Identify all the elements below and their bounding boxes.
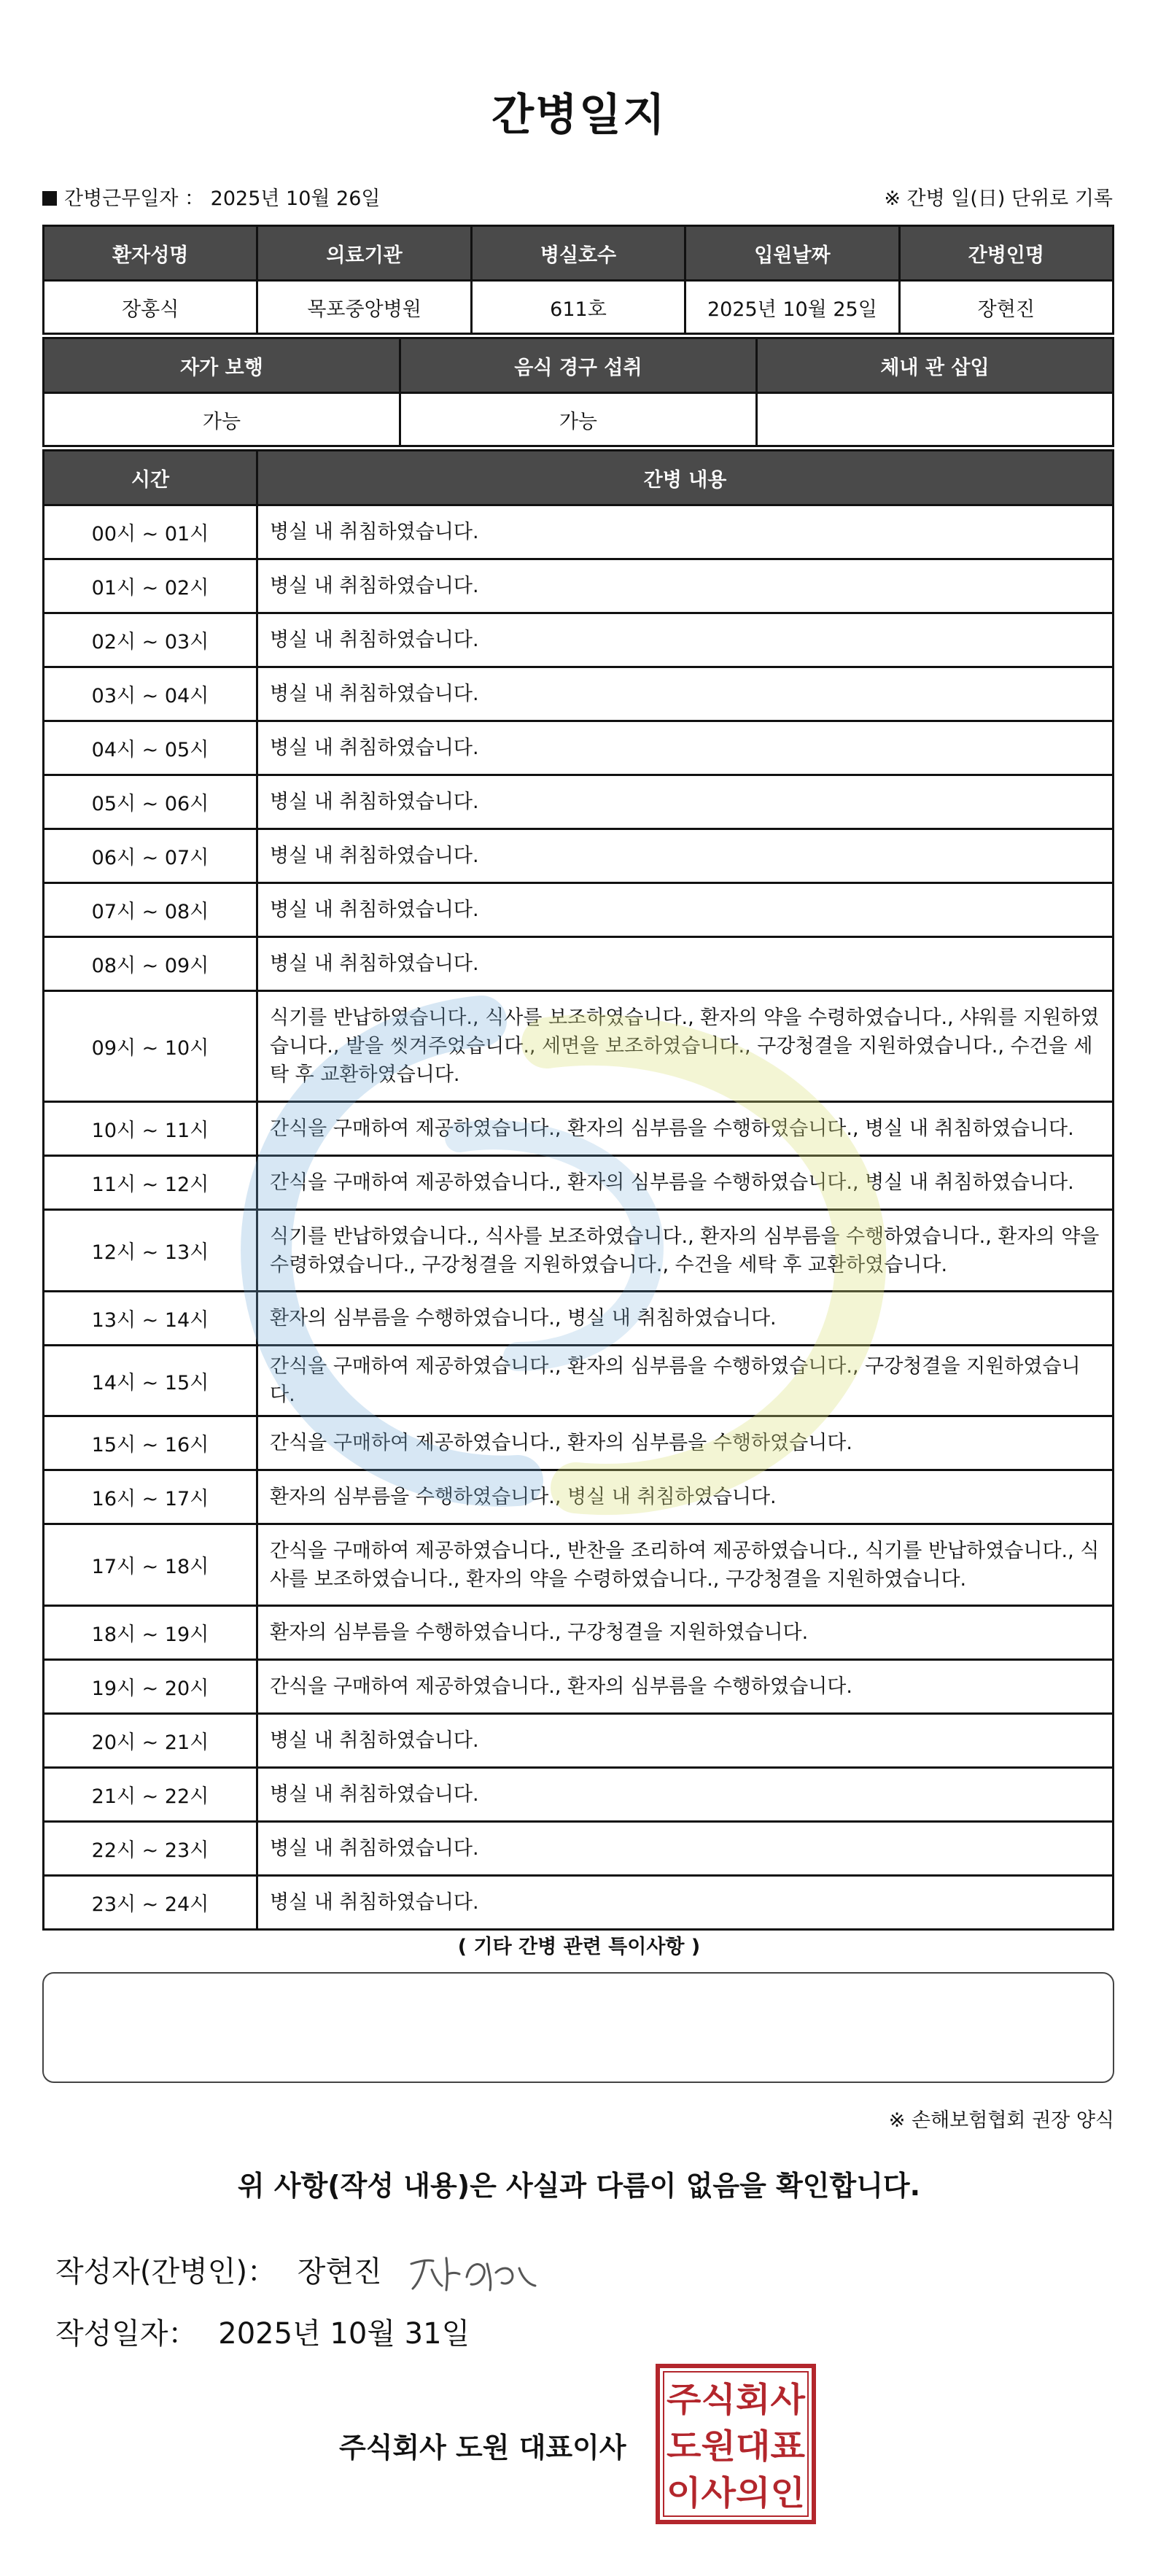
care-log-content: 간식을 구매하여 제공하였습니다., 환자의 심부름을 수행하였습니다. xyxy=(257,1660,1114,1714)
care-log-time: 14시 ~ 15시 xyxy=(44,1346,257,1416)
patient-info-value-row xyxy=(44,281,1114,334)
room-number: 611호 xyxy=(471,281,685,334)
care-log-time: 07시 ~ 08시 xyxy=(44,883,257,937)
care-log-time: 12시 ~ 13시 xyxy=(44,1210,257,1292)
care-log-row xyxy=(44,937,1114,991)
care-log-content: 병실 내 취침하였습니다. xyxy=(257,829,1114,883)
company-signature: 주식회사 도원 대표이사 xyxy=(339,2432,626,2464)
seal-text-line: 이사의인 xyxy=(667,2473,805,2513)
care-log-content: 병실 내 취침하였습니다. xyxy=(257,613,1114,667)
care-log-time: 21시 ~ 22시 xyxy=(44,1768,257,1822)
care-log-time: 05시 ~ 06시 xyxy=(44,775,257,829)
header-oral-intake: 음식 경구 섭취 xyxy=(400,338,756,393)
care-log-time: 08시 ~ 09시 xyxy=(44,937,257,991)
care-log-row xyxy=(44,883,1114,937)
care-log-row xyxy=(44,1156,1114,1210)
care-log-content: 병실 내 취침하였습니다. xyxy=(257,937,1114,991)
care-log-content: 병실 내 취침하였습니다. xyxy=(257,1714,1114,1768)
tube-insertion-value xyxy=(756,393,1113,446)
self-walking-value: 가능 xyxy=(44,393,400,446)
company-seal-icon xyxy=(655,2363,817,2525)
insurance-note: ※ 손해보험협회 권장 양식 xyxy=(888,2109,1114,2132)
care-log-header-row xyxy=(44,451,1114,505)
care-log-body xyxy=(44,505,1114,1930)
care-log-content: 간식을 구매하여 제공하였습니다., 환자의 심부름을 수행하였습니다., 구강청결을 지원하였습니다. xyxy=(257,1346,1114,1416)
care-log-content: 병실 내 취침하였습니다. xyxy=(257,775,1114,829)
care-log-row xyxy=(44,775,1114,829)
header-time: 시간 xyxy=(44,451,257,505)
care-log-content: 환자의 심부름을 수행하였습니다., 구강청결을 지원하였습니다. xyxy=(257,1606,1114,1660)
care-log-row xyxy=(44,1660,1114,1714)
care-log-time: 11시 ~ 12시 xyxy=(44,1156,257,1210)
care-log-row xyxy=(44,1606,1114,1660)
care-log-row xyxy=(44,505,1114,559)
care-log-row xyxy=(44,559,1114,613)
care-log-time: 17시 ~ 18시 xyxy=(44,1524,257,1606)
care-log-row xyxy=(44,991,1114,1102)
care-log-row xyxy=(44,721,1114,775)
care-log-content: 병실 내 취침하였습니다. xyxy=(257,667,1114,721)
ability-table xyxy=(42,337,1114,447)
care-log-content: 환자의 심부름을 수행하였습니다., 병실 내 취침하였습니다. xyxy=(257,1292,1114,1346)
care-log-time: 04시 ~ 05시 xyxy=(44,721,257,775)
square-bullet-icon xyxy=(42,191,57,206)
care-log-time: 19시 ~ 20시 xyxy=(44,1660,257,1714)
care-log-time: 22시 ~ 23시 xyxy=(44,1822,257,1876)
care-date-text: 간병근무일자 ： 2025년 10월 26일 xyxy=(64,187,381,210)
signature-icon xyxy=(405,2248,544,2299)
care-log-time: 09시 ~ 10시 xyxy=(44,991,257,1102)
unit-note: ※ 간병 일(日) 단위로 기록 xyxy=(884,187,1113,210)
care-log-time: 03시 ~ 04시 xyxy=(44,667,257,721)
writer-line xyxy=(55,2248,544,2299)
care-log-table xyxy=(42,449,1114,1931)
remarks-box xyxy=(42,1972,1114,2083)
page-title: 간병일지 xyxy=(491,90,667,141)
seal-text-line: 도원대표 xyxy=(667,2426,806,2466)
care-log-content: 병실 내 취침하였습니다. xyxy=(257,559,1114,613)
ability-value-row xyxy=(44,393,1114,446)
written-date-value: 2025년 10월 31일 xyxy=(218,2317,470,2351)
admission-date: 2025년 10월 25일 xyxy=(685,281,899,334)
care-log-content: 병실 내 취침하였습니다. xyxy=(257,1768,1114,1822)
remarks-title: ( 기타 간병 관련 특이사항 ) xyxy=(457,1936,701,1958)
care-log-content: 간식을 구매하여 제공하였습니다., 반찬을 조리하여 제공하였습니다., 식기를 반납하였습니다., 식사를 보조하였습니다., 환자의 약을 수령하였습니다., 구강청결을 지원하였습니다. xyxy=(257,1524,1114,1606)
care-log-row xyxy=(44,1346,1114,1416)
care-log-row xyxy=(44,829,1114,883)
patient-name: 장홍식 xyxy=(44,281,257,334)
care-log-content: 간식을 구매하여 제공하였습니다., 환자의 심부름을 수행하였습니다. xyxy=(257,1416,1114,1470)
patient-info-table xyxy=(42,225,1114,335)
care-log-time: 06시 ~ 07시 xyxy=(44,829,257,883)
care-log-row xyxy=(44,1470,1114,1524)
care-log-row xyxy=(44,1210,1114,1292)
header-tube-insertion: 체내 관 삽입 xyxy=(756,338,1113,393)
header-patient-name: 환자성명 xyxy=(44,226,257,281)
care-log-time: 00시 ~ 01시 xyxy=(44,505,257,559)
care-log-content: 병실 내 취침하였습니다. xyxy=(257,721,1114,775)
care-log-row xyxy=(44,667,1114,721)
written-date-label: 작성일자： xyxy=(55,2317,198,2351)
care-log-content: 병실 내 취침하였습니다. xyxy=(257,883,1114,937)
header-caregiver: 간병인명 xyxy=(899,226,1113,281)
care-log-content: 병실 내 취침하였습니다. xyxy=(257,1876,1114,1930)
care-log-time: 16시 ~ 17시 xyxy=(44,1470,257,1524)
header-self-walking: 자가 보행 xyxy=(44,338,400,393)
care-log-content: 간식을 구매하여 제공하였습니다., 환자의 심부름을 수행하였습니다., 병실 내 취침하였습니다. xyxy=(257,1156,1114,1210)
care-log-row xyxy=(44,1102,1114,1156)
header-room: 병실호수 xyxy=(471,226,685,281)
care-log-row xyxy=(44,1416,1114,1470)
care-log-content: 환자의 심부름을 수행하였습니다., 병실 내 취침하였습니다. xyxy=(257,1470,1114,1524)
care-log-row xyxy=(44,613,1114,667)
care-log-time: 10시 ~ 11시 xyxy=(44,1102,257,1156)
care-log-row xyxy=(44,1524,1114,1606)
seal-text-line: 주식회사 xyxy=(667,2380,806,2419)
header-admission-date: 입원날짜 xyxy=(685,226,899,281)
care-log-row xyxy=(44,1822,1114,1876)
care-log-row xyxy=(44,1768,1114,1822)
oral-intake-value: 가능 xyxy=(400,393,756,446)
care-log-time: 15시 ~ 16시 xyxy=(44,1416,257,1470)
care-log-row xyxy=(44,1292,1114,1346)
meta-row xyxy=(42,182,1113,212)
care-log-time: 20시 ~ 21시 xyxy=(44,1714,257,1768)
confirmation-statement: 위 사항(작성 내용)은 사실과 다름이 없음을 확인합니다. xyxy=(237,2170,921,2202)
care-log-content: 병실 내 취침하였습니다. xyxy=(257,1822,1114,1876)
care-log-time: 18시 ~ 19시 xyxy=(44,1606,257,1660)
header-care-content: 간병 내용 xyxy=(257,451,1114,505)
care-log-row xyxy=(44,1714,1114,1768)
care-log-time: 02시 ~ 03시 xyxy=(44,613,257,667)
caregiver-name: 장현진 xyxy=(899,281,1113,334)
care-log-content: 병실 내 취침하였습니다. xyxy=(257,505,1114,559)
care-log-content: 식기를 반납하였습니다., 식사를 보조하였습니다., 환자의 심부름을 수행하였습니다., 환자의 약을 수령하였습니다., 구강청결을 지원하였습니다., 수건을 세탁 후 교환하였습니다. xyxy=(257,1210,1114,1292)
care-log-content: 간식을 구매하여 제공하였습니다., 환자의 심부름을 수행하였습니다., 병실 내 취침하였습니다. xyxy=(257,1102,1114,1156)
header-hospital: 의료기관 xyxy=(257,226,471,281)
care-log-time: 13시 ~ 14시 xyxy=(44,1292,257,1346)
hospital-name: 목포중앙병원 xyxy=(257,281,471,334)
care-log-row xyxy=(44,1876,1114,1930)
care-date xyxy=(42,182,381,211)
ability-header-row xyxy=(44,338,1114,393)
care-log-time: 01시 ~ 02시 xyxy=(44,559,257,613)
writer-label: 작성자(간병인)： xyxy=(55,2255,277,2289)
written-date-line xyxy=(55,2311,470,2352)
care-log-content: 식기를 반납하였습니다., 식사를 보조하였습니다., 환자의 약을 수령하였습니다., 샤워를 지원하였습니다., 발을 씻겨주었습니다., 세면을 보조하였습니다., 구강청결을 지원하였습니다., 수건을 세탁 후 교환하였습니다. xyxy=(257,991,1114,1102)
care-log-time: 23시 ~ 24시 xyxy=(44,1876,257,1930)
patient-info-header-row xyxy=(44,226,1114,281)
writer-name: 장현진 xyxy=(297,2255,382,2289)
